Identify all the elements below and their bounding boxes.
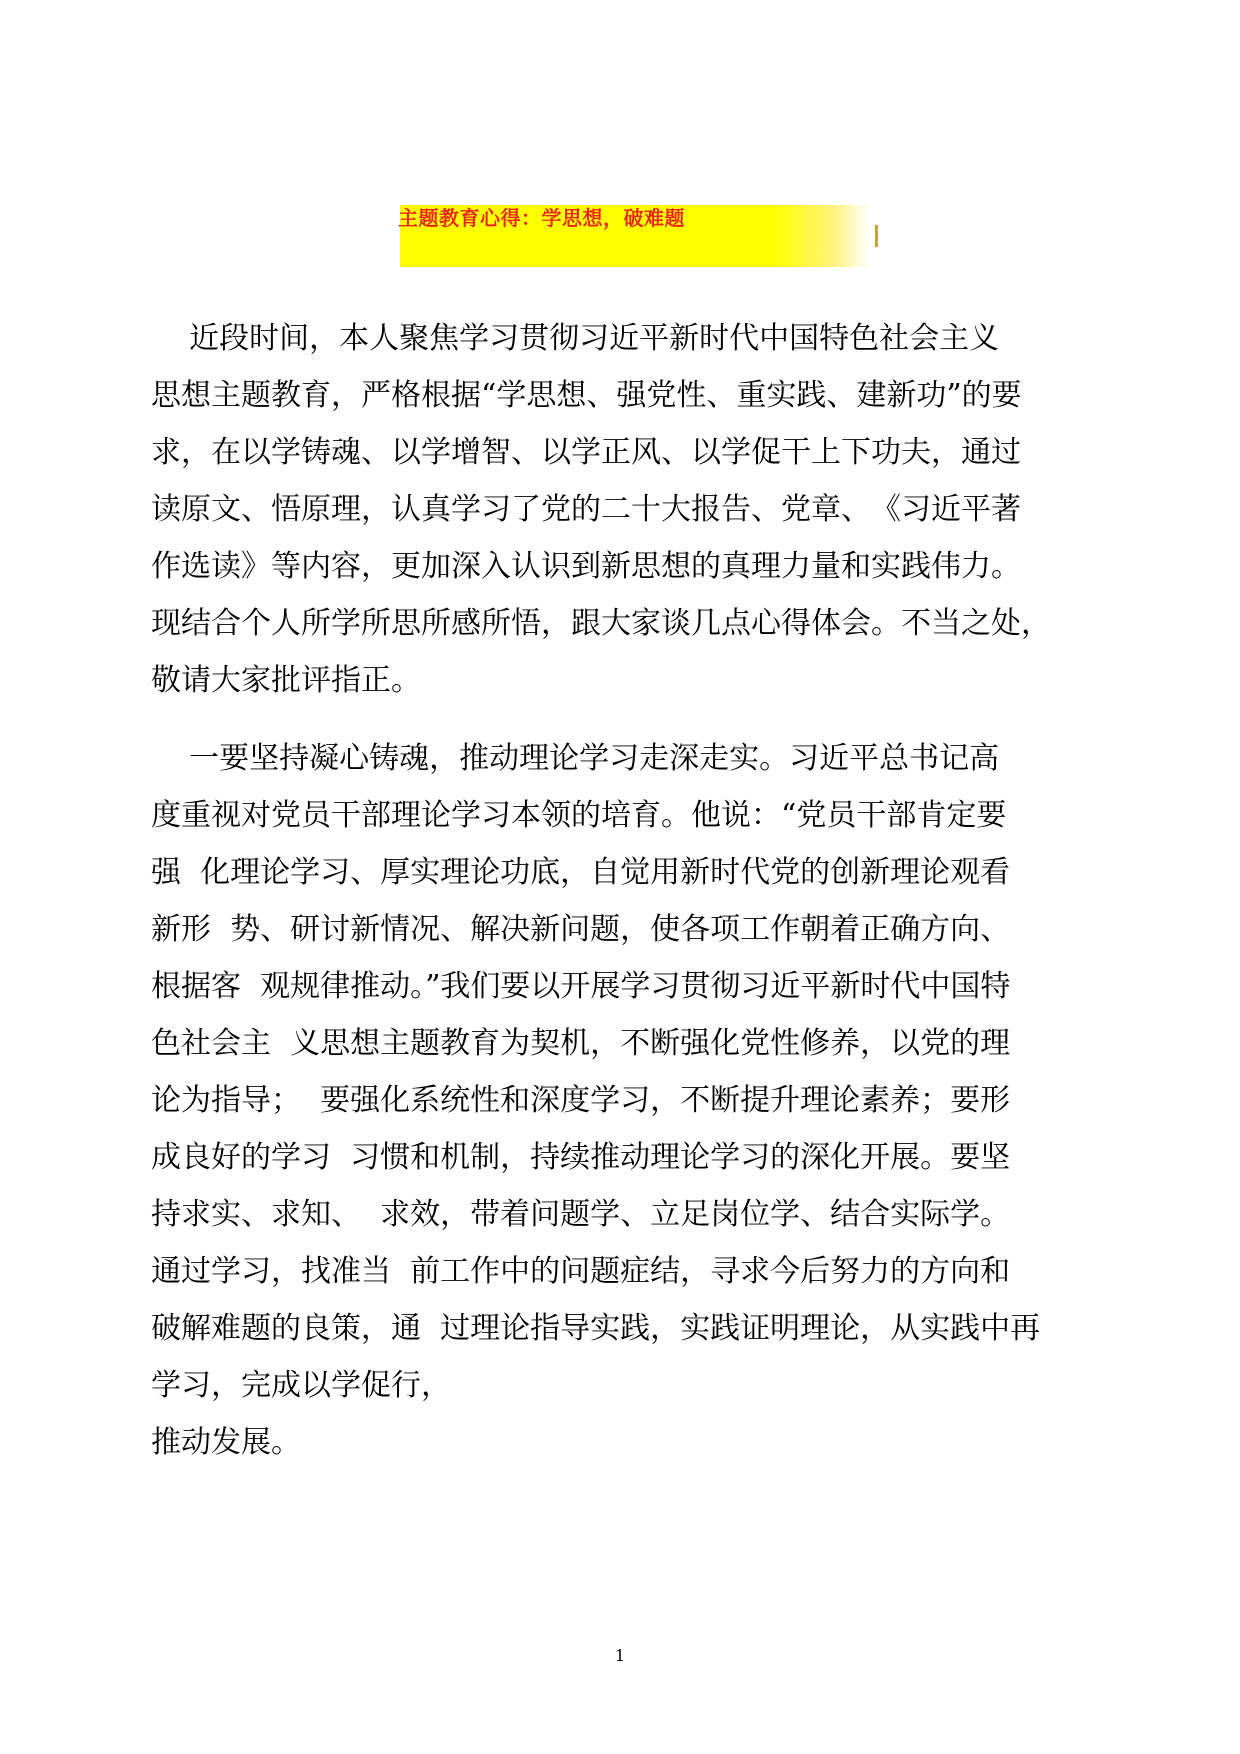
paragraph-line: 作选读》等内容，更加深入认识到新思想的真理力量和实践伟力。 <box>151 549 1021 584</box>
paragraph-line: 读原文、悟原理，认真学习了党的二十大报告、党章、 《习近平著 <box>151 492 1021 527</box>
paragraph-line: 根据客 观规律推动。”我们要以开展学习贯彻习近平新时代中国特 <box>151 969 1011 1004</box>
paragraph-line: 色社会主 义思想主题教育为契机，不断强化党性修养，以党的理 <box>151 1026 1011 1061</box>
paragraph-line: 成良好的学习 习惯和机制，持续推动理论学习的深化开展。要坚 <box>151 1140 1011 1175</box>
paragraph-line: 论为指导； 要强化系统性和深度学习，不断提升理论素养；要形 <box>151 1083 1011 1118</box>
paragraph-line: 通过学习，找准当 前工作中的问题症结，寻求今后努力的方向和 <box>151 1254 1011 1289</box>
paragraph-line: 敬请大家批评指正。 <box>151 663 421 698</box>
paragraph-line: 推动发展。 <box>151 1425 301 1460</box>
paragraph-2 <box>151 730 1091 1471</box>
paragraph-line: 持求实、求知、 求效，带着问题学、立足岗位学、结合实际学。 <box>151 1197 1011 1232</box>
paragraph-line: 强 化理论学习、厚实理论功底，自觉用新时代党的创新理论观看 <box>151 855 1011 890</box>
page-number: 1 <box>614 1646 626 1665</box>
paragraph-line: 近段时间，本人聚焦学习贯彻习近平新时代中国特色社会主义 <box>151 321 1000 356</box>
paragraph-line: 破解难题的良策，通 过理论指导实践，实践证明理论，从实践中再 <box>151 1311 1041 1346</box>
paragraph-line: 新形 势、研讨新情况、解决新问题，使各项工作朝着正确方向、 <box>151 912 1011 947</box>
paragraph-line: 求，在以学铸魂、以学增智、以学正风、以学促干上下功夫，通过 <box>151 435 1021 470</box>
paragraph-line: 思想主题教育，严格根据“学思想、强党性、重实践、建新功”的要 <box>151 378 1022 413</box>
paragraph-line: 学习，完成以学促行， <box>151 1368 451 1403</box>
paragraph-line: 一要坚持凝心铸魂，推动理论学习走深走实。习近平总书记高 <box>151 741 1000 776</box>
document-title: 主题教育心得：学思想，破难题 <box>398 206 685 230</box>
paragraph-1 <box>151 310 1091 709</box>
paragraph-line: 现结合个人所学所思所感所悟，跟大家谈几点心得体会。不当之处， <box>151 606 1051 641</box>
paragraph-line: 度重视对党员干部理论学习本领的培育。他说：“党员干部肯定要 <box>151 798 1007 833</box>
